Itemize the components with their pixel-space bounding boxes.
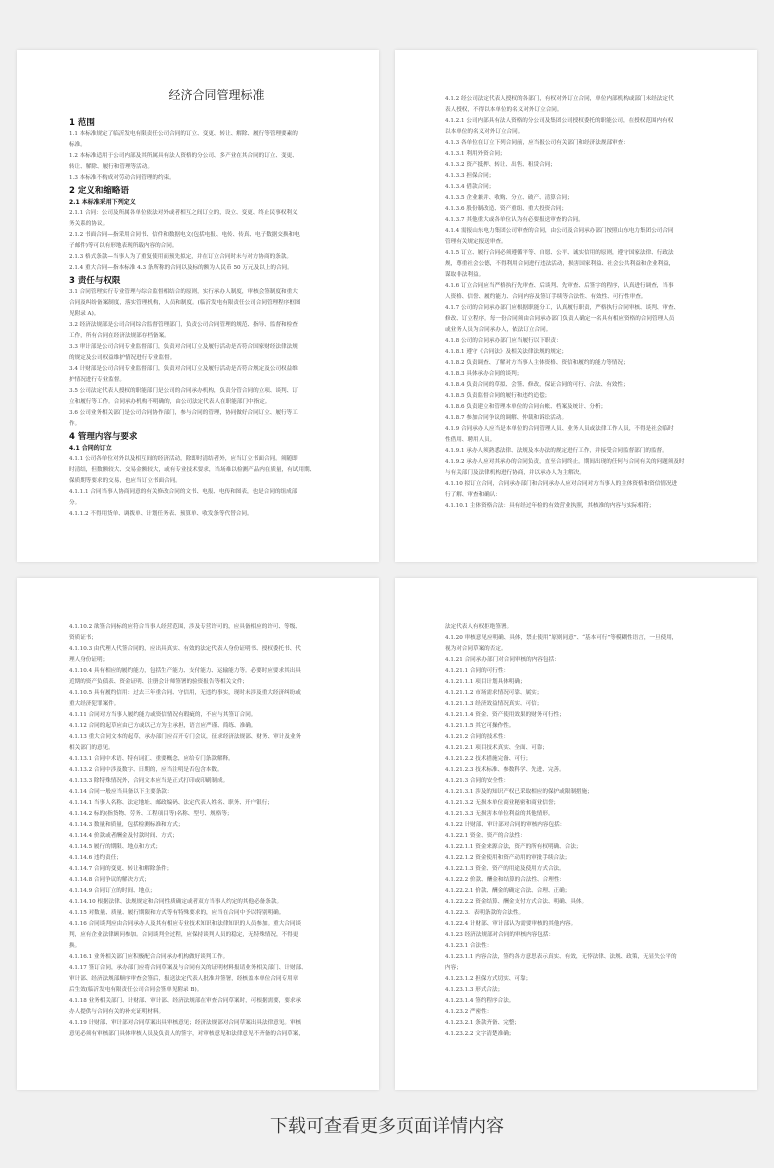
text-line: 4.1.23.2.2 文字清楚准确； bbox=[445, 1031, 515, 1037]
text-line: 4.1.21.3.3 无损害本单位利益的其他情形。 bbox=[445, 811, 554, 817]
text-line: 4.1.10.1 主体资格合法：具有经过年检的有效营业执照，其核准的内容与实际相符； bbox=[445, 503, 655, 509]
text-line: 重大经济犯罪案件。 bbox=[69, 701, 120, 707]
text-line: 4.1.1.1 合同当事人协商同意的有关修改合同的文书、电报、电传和图表，也是合同的组成部 bbox=[69, 489, 298, 495]
text-line: 后生效(临沂发电有限责任公司合同会签单见附录 B)。 bbox=[69, 987, 203, 993]
text-line: 4.1.10.4 具有相应的履约能力，包括生产能力、支付能力、运输能力等。必要时应要求其出具 bbox=[69, 668, 301, 674]
text-line: 保质期等要求的交易，也应当订立书面合同。 bbox=[69, 478, 181, 484]
text-line: 办人提供与合同有关的补充证明材料。 bbox=[69, 1009, 165, 1015]
text-line: 4.1.3.6 股份制改造、资产重组、重大投资合同； bbox=[445, 206, 568, 212]
text-line: 性借用、聘用人员。 bbox=[445, 437, 496, 443]
text-line: 4.1.22.1 资金、资产的合法性： bbox=[445, 833, 526, 839]
text-line: 4.1.8.5 负责监督合同的履行和违约追偿； bbox=[445, 393, 551, 399]
text-line: 4.1.9 合同承办人应当是本单位的合同管理人员、业务人员或法律工作人员，不得是社会临时 bbox=[445, 426, 674, 432]
section-heading: 2.1 本标准采用下列定义 bbox=[69, 199, 136, 206]
text-line: 4.1.14.2 标的(指货物、劳务、工程项目等)名称、型号、规格等； bbox=[69, 811, 233, 817]
text-line: 4.1.23.2.1 条款齐备、完整； bbox=[445, 1020, 520, 1026]
text-line: 4.1.14.5 履行的期限、地点和方式； bbox=[69, 844, 162, 850]
text-line: 4.1.22.1.3 资金、资产的用途及使用方式合法。 bbox=[445, 866, 565, 872]
text-line: 4.1.13.1 合同中术语、特有词汇、重要概念，应给专门条款解释。 bbox=[69, 756, 234, 762]
text-line: 4.1.10.3 由代理人代签合同的，应出具真实、有效的法定代表人身份证明书、授权委托书、代 bbox=[69, 646, 301, 652]
text-line: 4.1.14.10 根据法律、法规规定和合同性质确定或者双方当事人约定的其他必备条款。 bbox=[69, 899, 283, 905]
text-line: 4.1.16.1 业务相关部门应积极配合合同承办机构做好谈判工作。 bbox=[69, 954, 229, 960]
text-line: 4.1.23 经济法规部对合同的审核内容包括： bbox=[445, 932, 555, 938]
document-page-4 bbox=[395, 578, 757, 1090]
text-line: 法定代表人有权拒绝签署。 bbox=[445, 624, 513, 630]
text-line: 4.1.18 业务相关部门、计财部、审计部、经济法规部在审查合同草案时，可根据需要，要求承 bbox=[69, 998, 302, 1004]
text-line: 立和履行等工作。合同承办机构不明确的，由公司法定代表人在职能部门中指定。 bbox=[69, 399, 271, 405]
text-line: 子邮件)等可以有形地表现所载内容的合同。 bbox=[69, 243, 178, 249]
text-line: 4.1.1.2 不得用货单、调拨单、计划任务表、预算单、收发条等代替合同。 bbox=[69, 511, 253, 517]
text-line: 4.1.8.3 具体承办合同的谈判； bbox=[445, 371, 523, 377]
text-line: 3.5 公司法定代表人授权的职能部门是公司的合同承办机构，负责分管合同的立项、谈判、订 bbox=[69, 388, 298, 394]
text-line: 作。 bbox=[69, 421, 81, 427]
text-line: 4.1.23.2 严密性： bbox=[445, 1009, 493, 1015]
section-heading: 4 管理内容与要求 bbox=[69, 432, 138, 442]
text-line: 4.1.8.6 负责建立和管理本单位的合同台帐、档案及统计、分析； bbox=[445, 404, 607, 410]
text-line: 4.1.8.4 负责合同的草拟、会签、修改，保证合同的可行、合法、有效性； bbox=[445, 382, 629, 388]
text-line: 4.1.14.3 数量和质量，包括检测标准和方式； bbox=[69, 822, 184, 828]
text-line: 修改、订立程序。每一份合同须由合同承办部门负责人确定一名具有相应资格的合同管理人员 bbox=[445, 316, 675, 322]
text-line: 4.1.21.1.4 资金、资产使用效果的财务可行性； bbox=[445, 712, 565, 718]
document-page-1 bbox=[17, 50, 379, 562]
text-line: 内容； bbox=[445, 965, 462, 971]
text-line: 4.1.3.5 企业兼并、收购、分立、破产、清算合同； bbox=[445, 195, 573, 201]
text-line: 4.1.3 各单位在订立下列合同前，应当报公司有关部门和经济法规部审查： bbox=[445, 140, 629, 146]
text-line: 4.1.12 合同的起草应由已方或以己方为主承担，语言应严谨、简练、准确。 bbox=[69, 723, 257, 729]
text-line: 4.1.23.1 合法性： bbox=[445, 943, 493, 949]
text-line: 4.1.14.1 当事人名称、法定地址、邮政编码、法定代表人姓名、职务、开户银行； bbox=[69, 800, 273, 806]
text-line: 2.1.1 合同：公司及所属各单位依法对外或者相互之间订立的，设立、变更、终止民事权利义 bbox=[69, 210, 298, 216]
section-heading: 4.1 合同的订立 bbox=[69, 445, 112, 452]
text-line: 4.1.9.1 承办人须熟悉法律、法规及本办法的规定进行工作，并接受合同监督部门的监督。 bbox=[445, 448, 668, 454]
text-line: 4.1.15 对数量、质量、履行期限和方式等有特殊要求的，应当在合同中予以特别明确。 bbox=[69, 910, 285, 916]
text-line: 4.1.23.1.4 签约程序合法。 bbox=[445, 998, 515, 1004]
text-line: 换。 bbox=[69, 943, 81, 949]
text-line: 4.1.21 合同承办部门对合同审核的内容包括： bbox=[445, 657, 560, 663]
section-heading: 1 范围 bbox=[69, 118, 95, 128]
text-line: 3.6 公司业务相关部门是公司合同协作部门，参与合同的管理，协同做好合同订立、履行等工 bbox=[69, 410, 298, 416]
text-line: 4.1.3.4 借款合同； bbox=[445, 184, 495, 190]
text-line: 4.1.10.2 欲签合同标的应符合当事人经营范围，涉及专营许可的，应具备相应的许可、等级、 bbox=[69, 624, 301, 630]
text-line: 4.1.22 计财部、审计部对合同的审核内容包括： bbox=[445, 822, 566, 828]
text-line: 4.1.4 需报山东电力集团公司审查的合同，由公司及合同承办部门按照山东电力集团公司合同 bbox=[445, 228, 674, 234]
text-line: 4.1.8.1 遵守《合同法》及相关法律法规的规定； bbox=[445, 349, 568, 355]
text-line: 工作，所有合同在经济法规部存档备案。 bbox=[69, 333, 170, 339]
text-line: 规，尊重社会公德，不得利用合同进行违法活动，损害国家利益、社会公共利益和企业利益， bbox=[445, 261, 675, 267]
text-line: 4.1.21.1.1 项目计划具体明确； bbox=[445, 679, 526, 685]
text-line: 2.1.2 书面合同—指采用合同书、信件和数据电文(包括电报、电传、传真、电子数据交换和电 bbox=[69, 232, 300, 238]
text-line: 3.4 计财部是公司合同专业监督部门，负责对合同订立及履行活动是否符合规定及公司权益维 bbox=[69, 366, 298, 372]
text-line: 4.1.6 订立合同应当严格执行先审查、后谈判、先审查、后签字的程序，认真进行调查，当事 bbox=[445, 283, 674, 289]
text-line: 4.1.3.3 担保合同； bbox=[445, 173, 495, 179]
text-line: 4.1.21.1.3 经济效益情况真实、可信； bbox=[445, 701, 543, 707]
text-line: 4.1.21.2.3 技术标准、参数科学、先进、完善。 bbox=[445, 767, 565, 773]
text-line: 4.1.3.1 利用外资合同； bbox=[445, 151, 506, 157]
text-line: 4.1.22.2 价款、酬金和结算的合法性、合理性： bbox=[445, 877, 566, 883]
text-line: 4.1.22.3．表明条款的合法性。 bbox=[445, 910, 525, 916]
text-line: 1.3 本标准不构成对劳动合同管理的约束。 bbox=[69, 175, 175, 181]
text-line: 4.1.23.1.3 形式合法； bbox=[445, 987, 504, 993]
text-line: 4.1.8 公司的合同承办部门应当履行以下职责： bbox=[445, 338, 562, 344]
text-line: 4.1.5 订立、履行合同必须遵循平等、自愿、公平、诚实信用的原则，遵守国家法律、行政法 bbox=[445, 250, 674, 256]
text-line: 判，应有企业法律顾问参加。合同谈判全过程，应保持谈判人员的稳定，无特殊情况，不得更 bbox=[69, 932, 299, 938]
text-line: 4.1.21.1.5 其它可操作性。 bbox=[445, 723, 515, 729]
text-line: 1.1 本标准规定了临沂发电有限责任公司合同的订立、变更、转让、解除、履行等管理要素的 bbox=[69, 131, 298, 137]
text-line: 4.1.21.1 合同的可行性： bbox=[445, 668, 510, 674]
text-line: 4.1.10 拟订立合同，合同承办部门和合同承办人应对合同对方当事人的主体资格和资信情况进 bbox=[445, 481, 678, 487]
text-line: 护情况进行专业监督。 bbox=[69, 377, 125, 383]
text-line: 4.1.21.2.2 技术措施完备、可行； bbox=[445, 756, 532, 762]
text-line: 相关部门的意见。 bbox=[69, 745, 114, 751]
text-line: 近期的资产负债表、资金证明、注册会计师签署的验资报告等相关文件； bbox=[69, 679, 249, 685]
text-line: 4.1.21.2 合同的技术性： bbox=[445, 734, 510, 740]
section-heading: 2 定义和缩略语 bbox=[69, 186, 129, 196]
text-line: 理人身份证明； bbox=[69, 657, 109, 663]
document-page-2 bbox=[395, 50, 757, 562]
text-line: 4.1.11 合同对方当事人履约能力或资信情况有瑕疵的，不应与其签订合同。 bbox=[69, 712, 257, 718]
page-4-body bbox=[445, 622, 742, 1040]
text-line: 4.1.23.1.1 内容合法，签约各方意思表示真实、有效，无悖法律、法规、政策，无显失公平的 bbox=[445, 954, 677, 960]
text-line: 4.1.8.2 负责调查、了解对方当事人主体资格、资信和履约的能力等情况； bbox=[445, 360, 629, 366]
download-more-link[interactable]: 下载可查看更多页面详情内容 bbox=[270, 1116, 504, 1137]
text-line: 2.1.3 格式条款—当事人为了重复使用而预先拟定，并在订立合同时未与对方协商的条款。 bbox=[69, 254, 292, 260]
text-line: 4.1.14.7 合同的变更、转让和解除条件； bbox=[69, 866, 173, 872]
text-line: 4.1.21.3.1 涉及的知识产权已采取相应的保护或限制措施； bbox=[445, 789, 593, 795]
text-line: 以本单位的名义对外订立合同。 bbox=[445, 129, 524, 135]
text-line: 4.1.21.2.1 项目技术真实、全面、可靠； bbox=[445, 745, 548, 751]
text-line: 1.2 本标准适用于公司内部及其所属具有法人资格的分公司、多产业在其合同的订立、变更、 bbox=[69, 153, 298, 159]
text-line: 见附录 A)。 bbox=[69, 311, 100, 317]
text-line: 4.1.14.4 价款或者酬金及付款时间、方式； bbox=[69, 833, 178, 839]
text-line: 务关系的协议。 bbox=[69, 221, 109, 227]
text-line: 4.1.13 重大合同文本的起草，承办部门应召开专门会议，征求经济法规部、财务、审计及业务 bbox=[69, 734, 302, 740]
text-line: 2.1.4 重大合同—指本标准 4.3 条所称的合同以及标的额为人民币 50 万元及以上的合同。 bbox=[69, 265, 293, 271]
text-line: 4.1.16 合同谈判应由合同承办人及其有相应专业技术知识和法律知识的人员参加。重大合同谈 bbox=[69, 921, 302, 927]
text-line: 4.1.14 合同一般应当具备以下主要条款： bbox=[69, 789, 173, 795]
page-1-body bbox=[69, 117, 364, 520]
text-line: 4.1.2 经公司法定代表人授权的各部门，有权对外订立合同，单位内部机构或部门未经法定代 bbox=[445, 96, 674, 102]
text-line: 合同及纠纷备案制度，落实管理机构，人员和制度。(临沂发电有限责任公司合同管理程序框图 bbox=[69, 300, 301, 306]
text-line: 4.1.22.1.1 资金来源合法，资产的所有权明确、合法； bbox=[445, 844, 582, 850]
text-line: 4.1.22.1.2 资金使用和资产动用的审批手续合法； bbox=[445, 855, 571, 861]
text-line: 4.1.22.2.2 资金结算、酬金支付方式合法、明确、具体。 bbox=[445, 899, 588, 905]
text-line: 标准。 bbox=[69, 142, 86, 148]
text-line: 4.1.19 计财部、审计部对合同草案出具审核意见；经济法规部对合同草案出具法律意见。审核 bbox=[69, 1020, 302, 1026]
text-line: 4.1.3.2 资产抵押、转让、出售、租赁合同； bbox=[445, 162, 556, 168]
text-line: 4.1.22.2.1 价款、酬金的确定合法、合理、正确； bbox=[445, 888, 571, 894]
text-line: 管理有关规定报送审查。 bbox=[445, 239, 507, 245]
text-line: 4.1.21.3.2 无损本单位商业秘密和商业信誉； bbox=[445, 800, 560, 806]
text-line: 4.1.13.2 合同中涉及数字、日期的，应当注明是否包含本数。 bbox=[69, 767, 223, 773]
text-line: 4.1.13.3 除特殊情况外，合同文本应当是正式打印或印刷制成。 bbox=[69, 778, 229, 784]
document-page-3 bbox=[17, 578, 379, 1090]
text-line: 3.3 审计部是公司合同专业监督部门，负责对合同订立及履行活动是否符合国家财经法律法规 bbox=[69, 344, 298, 350]
text-line: 4.1.21.3 合同的安全性： bbox=[445, 778, 510, 784]
text-line: 的规定及公司权益维护情况进行专业监督。 bbox=[69, 355, 176, 361]
text-line: 人资格、信誉、履约能力、合同内容及签订手续等合法性、有效性、可行性审查。 bbox=[445, 294, 647, 300]
text-line: 与有关部门及法律机构进行协商，并以承办人为主解决。 bbox=[445, 470, 585, 476]
text-line: 4.1.17 签订合同，承办部门应将合同草案及与合同有关的证明材料报请业务相关部门、计财部、 bbox=[69, 965, 307, 971]
text-line: 4.1.7 公司的合同承办部门应根据职能分工，认真履行职责，严格执行合同审核、谈判、审查、 bbox=[445, 305, 680, 311]
text-line: 分。 bbox=[69, 500, 81, 506]
document-title: 经济合同管理标准 bbox=[168, 88, 265, 102]
page-3-body bbox=[69, 622, 364, 1040]
text-line: 4.1.22.4 计财部、审计部认为需要审核的其他内容。 bbox=[445, 921, 577, 927]
text-line: 4.1.2.1 公司内部具有法人资格的分公司及集团公司授权委托的职能公司，在授权范围内有权 bbox=[445, 118, 674, 124]
section-heading: 3 责任与权限 bbox=[69, 276, 121, 286]
text-line: 4.1.20 审核意见应明确、具体，禁止使用“原则同意”、“基本可行”等模糊性语言，一旦使用， bbox=[445, 635, 678, 641]
text-line: 4.1.21.1.2 市场需求情况可靠、属实； bbox=[445, 690, 543, 696]
text-line: 4.1.10.5 具有履约信用：过去三年重合同、守信用，无违约事实，现时未涉及重大经济纠纷或 bbox=[69, 690, 301, 696]
text-line: 4.1.14.9 合同订立的时间、地点； bbox=[69, 888, 156, 894]
text-line: 谋取非法利益。 bbox=[445, 272, 485, 278]
text-line: 视为对合同草案的否定。 bbox=[445, 646, 507, 652]
text-line: 4.1.8.7 参加合同争议的调解、仲裁和诉讼活动。 bbox=[445, 415, 568, 421]
text-line: 意见必须有审核部门具体审核人员及负责人的签字，对审核意见和法律意见不齐备的合同草案， bbox=[69, 1031, 304, 1037]
text-line: 资质证书； bbox=[69, 635, 97, 641]
text-line: 时清结，但数额较大、交易金额较大，或有专业技术要求，当场难以检测产品内在质量，有试用期、 bbox=[69, 467, 316, 473]
text-line: 4.1.1 公司各单位对外以及相互间的经济活动，除即时清结者外，应当订立书面合同。须随即 bbox=[69, 456, 298, 462]
text-line: 4.1.9.2 承办人应对其承办的合同负责，直至合同终止。期间出现的任何与合同有关的问题须及时 bbox=[445, 459, 685, 465]
text-line: 审计部、经济法规部顺序审查会签后，报送法定代表人批准并签署，经核盖本单位合同专用章 bbox=[69, 976, 299, 982]
text-line: 表人授权，不得以本单位的名义对外订立合同。 bbox=[445, 107, 563, 113]
text-line: 行了解、审查和确认： bbox=[445, 492, 501, 498]
text-line: 3.1 合同管理实行专业管理与综合监督相结合的原则，实行承办人制度，审核会签制度和重大 bbox=[69, 289, 298, 295]
text-line: 或业务人员为合同承办人，依法订立合同。 bbox=[445, 327, 552, 333]
page-2-body bbox=[445, 94, 742, 512]
text-line: 4.1.14.6 违约责任； bbox=[69, 855, 122, 861]
text-line: 4.1.23.1.2 担保方式切实、可靠； bbox=[445, 976, 532, 982]
text-line: 3.2 经济法规部是公司合同综合监督管理部门，负责公司合同管理的规范、指导、监督和检查 bbox=[69, 322, 298, 328]
text-line: 4.1.14.8 合同争议的解决方式； bbox=[69, 877, 150, 883]
text-line: 4.1.3.7 其他重大或各单位认为有必要报送审查的合同。 bbox=[445, 217, 584, 223]
text-line: 转让、解除、履行和管理等活动。 bbox=[69, 164, 153, 170]
